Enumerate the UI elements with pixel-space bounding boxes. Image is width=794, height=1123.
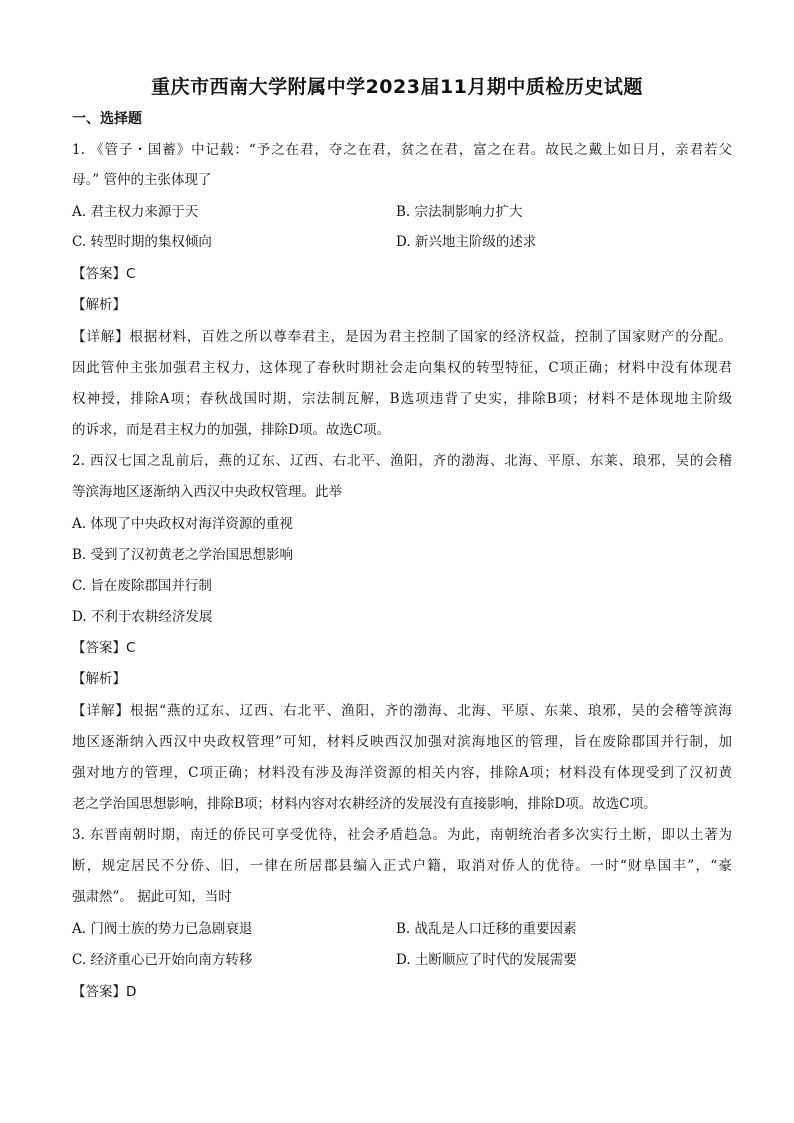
q1-answer: 【答案】C <box>72 266 136 282</box>
q2-option-a: A. 体现了中央政权对海洋资源的重视 <box>72 516 293 532</box>
q1-stem-line-2: 母。” 管仲的主张体现了 <box>72 172 212 188</box>
q1-option-c: C. 转型时期的集权倾向 <box>72 234 212 250</box>
q3-stem-line-1: 3. 东晋南朝时期，南迁的侨民可享受优待，社会矛盾趋急。为此，南朝统治者多次实行土断，即以土著为 <box>72 827 732 843</box>
q2-stem-line-2: 等滨海地区逐渐纳入西汉中央政权管理。此举 <box>72 484 342 500</box>
q1-detail-line-2: 因此管仲主张加强君主权力，这体现了春秋时期社会走向集权的转型特征，C项正确；材料中没有体现君 <box>72 360 732 376</box>
page-title: 重庆市西南大学附属中学2023届11月期中质检历史试题 <box>151 76 643 98</box>
q3-option-b: B. 战乱是人口迁移的重要因素 <box>396 921 577 937</box>
q3-stem-line-2: 断，规定居民不分侨、旧，一律在所居郡县编入正式户籍，取消对侨人的优待。一时“财阜国丰”，“豪 <box>72 858 732 874</box>
q2-detail-line-1: 【详解】根据“燕的辽东、辽西、右北平、渔阳，齐的渤海、北海、平原、东莱、琅邪，吴的会稽等滨海 <box>72 703 732 719</box>
q2-analysis-label: 【解析】 <box>72 671 126 687</box>
q1-option-b: B. 宗法制影响力扩大 <box>396 204 523 220</box>
q3-option-a: A. 门阀士族的势力已急剧衰退 <box>72 921 253 937</box>
q1-detail-line-4: 的诉求，而是君主权力的加强，排除D项。故选C项。 <box>72 422 391 438</box>
q1-analysis-label: 【解析】 <box>72 297 126 313</box>
q3-answer: 【答案】D <box>72 984 137 1000</box>
q2-answer: 【答案】C <box>72 640 136 656</box>
q2-option-c: C. 旨在废除郡国并行制 <box>72 578 212 594</box>
q1-detail-line-1: 【详解】根据材料，百姓之所以尊奉君主，是因为君主控制了国家的经济权益，控制了国家财产的分配。 <box>72 329 732 345</box>
q1-detail-line-3: 权神授，排除A项；春秋战国时期，宗法制瓦解，B选项违背了史实，排除B项；材料不是体现地主阶级 <box>72 391 732 407</box>
q1-stem-line-1: 1. 《管子・国蓄》中记载：“予之在君，夺之在君，贫之在君，富之在君。故民之戴上如日月，亲君若父 <box>72 142 732 158</box>
q1-option-a: A. 君主权力来源于天 <box>72 204 199 220</box>
q2-option-d: D. 不利于农耕经济发展 <box>72 609 213 625</box>
q2-option-b: B. 受到了汉初黄老之学治国思想影响 <box>72 547 294 563</box>
q2-detail-line-3: 强对地方的管理，C项正确；材料没有涉及海洋资源的相关内容，排除A项；材料没有体现受到了汉初黄 <box>72 765 732 781</box>
q3-stem-line-3: 强肃然”。 据此可知，当时 <box>72 889 232 905</box>
q3-option-c: C. 经济重心已开始向南方转移 <box>72 952 253 968</box>
q2-stem-line-1: 2. 西汉七国之乱前后，燕的辽东、辽西、右北平、渔阳，齐的渤海、北海、平原、东莱、琅邪，吴的会稽 <box>72 453 732 469</box>
section-heading: 一、选择题 <box>72 111 142 127</box>
q2-detail-line-4: 老之学治国思想影响，排除B项；材料内容对农耕经济的发展没有直接影响，排除D项。故选C项。 <box>72 796 657 812</box>
q3-option-d: D. 土断顺应了时代的发展需要 <box>396 952 577 968</box>
q1-option-d: D. 新兴地主阶级的述求 <box>396 234 537 250</box>
q2-detail-line-2: 地区逐渐纳入西汉中央政权管理”可知，材料反映西汉加强对滨海地区的管理，旨在废除郡国并行制，加 <box>72 734 732 750</box>
